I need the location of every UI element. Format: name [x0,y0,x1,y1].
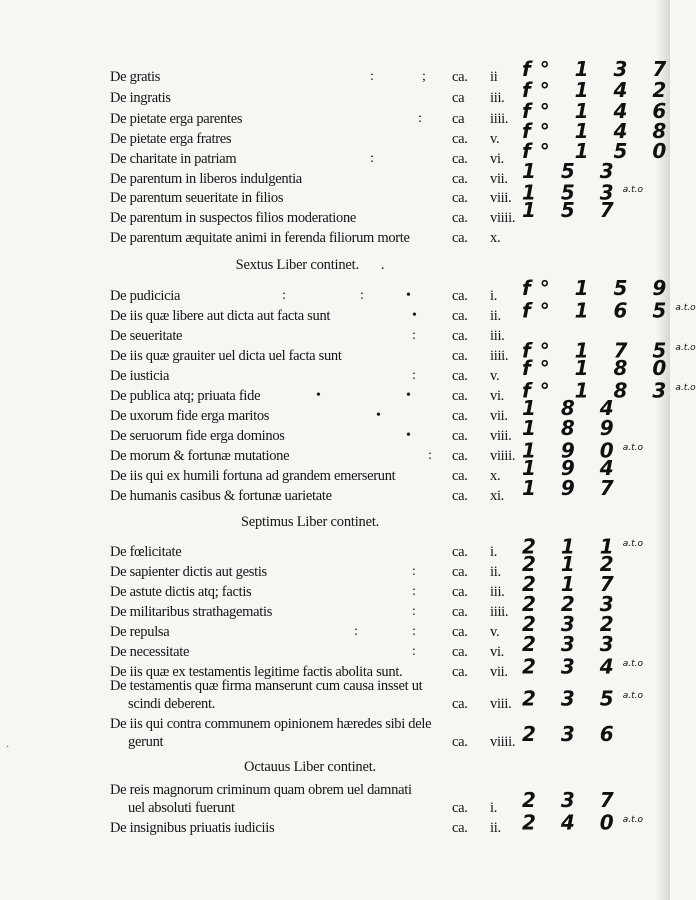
chapter-number: viii. [490,190,512,206]
punctuation-mark: • [406,288,411,303]
handwritten-folio: 2 3 $5^{a.t.o}$ [522,686,643,711]
handwritten-folio: 2 3 6 [522,722,623,746]
entry-title: De gratis [110,69,161,85]
chapter-label: ca. [452,171,468,187]
punctuation-mark: : [354,624,358,639]
handwritten-tag: a.t.o [675,343,696,353]
punctuation-mark: : [412,584,416,599]
chapter-number: xi. [490,488,505,504]
chapter-number: v. [490,368,500,384]
handwritten-folio: 2 3 7 [522,788,623,812]
entry-title: De seruorum fide erga dominos [110,428,285,444]
punctuation-mark: : [412,328,416,343]
handwritten-folio: 1 9 $0^{a.t.o}$ [522,438,643,463]
chapter-label: ca. [452,644,468,660]
chapter-label: ca [452,90,465,106]
handwritten-folio: f° 1 7 $5^{a.t.o}$ [522,338,696,363]
punctuation-mark: : [412,604,416,619]
entry-title: De parentum æquitate animi in ferenda filiorum morte [110,230,410,246]
entry-title: De sapienter dictis aut gestis [110,564,267,580]
chapter-label: ca. [452,210,468,226]
chapter-label: ca. [452,428,468,444]
punctuation-mark: : [412,644,416,659]
chapter-number: viiii. [490,210,516,226]
chapter-number: vi. [490,388,505,404]
chapter-label: ca. [452,348,468,364]
chapter-label: ca. [452,69,468,85]
book-heading: Septimus Liber continet. [240,514,380,530]
handwritten-folio: f° 1 4 8 [522,119,676,143]
handwritten-folio: 2 1 7 [522,572,623,596]
entry-title: De iusticia [110,368,170,384]
chapter-label: ca. [452,328,468,344]
book-heading: Octauus Liber continet. [244,759,376,775]
handwritten-folio: f° 1 5 0 [522,139,676,163]
punctuation-mark: • [406,388,411,403]
chapter-number: iii. [490,328,505,344]
punctuation-mark: : [412,368,416,383]
entry-title: De pudicicia [110,288,181,304]
handwritten-tag: a.t.o [675,303,696,313]
handwritten-folio: f° 1 4 6 [522,99,676,123]
chapter-number: vii. [490,408,508,424]
handwritten-tag: a.t.o [622,659,643,669]
handwritten-folio: f° 1 5 9 [522,276,676,300]
chapter-number: i. [490,544,498,560]
entry-title: De iis quæ libere aut dicta aut facta sunt [110,308,331,324]
handwritten-folio: f° 1 8 $3^{a.t.o}$ [522,378,696,403]
handwritten-folio: f° 1 4 2 [522,78,676,102]
chapter-label: ca. [452,468,468,484]
punctuation-mark: • [412,308,417,323]
chapter-label: ca. [452,800,468,816]
entry-title: De publica atq; priuata fide [110,388,261,404]
entry-title: De necessitate [110,644,190,660]
punctuation-mark: • [406,428,411,443]
chapter-label: ca. [452,131,468,147]
entry-title: De parentum seueritate in filios [110,190,284,206]
chapter-label: ca [452,111,465,127]
entry-title: De reis magnorum criminum quam obrem uel damnati [110,782,412,798]
chapter-number: vii. [490,171,508,187]
chapter-label: ca. [452,604,468,620]
entry-title: De humanis casibus & fortunæ uarietate [110,488,332,504]
entry-title: De pietate erga parentes [110,111,243,127]
entry-title: De fœlicitate [110,544,182,560]
chapter-number: x. [490,468,501,484]
entry-title: De repulsa [110,624,170,640]
entry-title-continuation: uel absoluti fuerunt [128,800,235,816]
handwritten-tag: a.t.o [622,815,643,825]
handwritten-folio: 1 8 9 [522,416,623,440]
entry-title: De charitate in patriam [110,151,237,167]
punctuation-mark: : [370,151,374,166]
chapter-label: ca. [452,151,468,167]
handwritten-folio: f° 1 8 0 [522,356,676,380]
entry-title: De testamentis quæ firma manserunt cum causa insset ut [110,678,423,694]
handwritten-tag: a.t.o [622,691,643,701]
chapter-label: ca. [452,190,468,206]
chapter-label: ca. [452,544,468,560]
chapter-label: ca. [452,368,468,384]
chapter-number: viii. [490,696,512,712]
handwritten-folio: 1 9 4 [522,456,623,480]
handwritten-folio: 1 8 4 [522,396,623,420]
punctuation-mark: : [282,288,286,303]
chapter-label: ca. [452,448,468,464]
handwritten-folio: 2 1 $1^{a.t.o}$ [522,534,643,559]
punctuation-mark: ; [422,69,426,84]
punctuation-mark: • [376,408,381,423]
handwritten-tag: a.t.o [622,185,643,195]
handwritten-folio: 2 2 3 [522,592,623,616]
handwritten-folio: 2 3 $4^{a.t.o}$ [522,654,643,679]
handwritten-folio: 1 5 7 [522,198,623,222]
chapter-number: iiii. [490,111,509,127]
handwritten-folio: 2 1 2 [522,552,623,576]
entry-title-continuation: gerunt [128,734,164,750]
chapter-label: ca. [452,288,468,304]
chapter-number: i. [490,288,498,304]
punctuation-mark: : [418,111,422,126]
handwritten-folio: f° 1 6 $5^{a.t.o}$ [522,298,696,323]
chapter-number: iii. [490,90,505,106]
entry-title: De militaribus strathagematis [110,604,273,620]
handwritten-tag: a.t.o [675,383,696,393]
entry-title: De iis quæ grauiter uel dicta uel facta sunt [110,348,342,364]
chapter-number: ii. [490,820,501,836]
handwritten-tag: a.t.o [622,443,643,453]
margin-speck: · [6,742,10,753]
chapter-number: iiii. [490,348,509,364]
chapter-label: ca. [452,388,468,404]
entry-title: De astute dictis atq; factis [110,584,252,600]
book-heading: Sextus Liber continet. . [235,257,385,273]
chapter-number: v. [490,624,500,640]
handwritten-folio: 2 3 2 [522,612,623,636]
handwritten-folio: 1 5 $3^{a.t.o}$ [522,180,643,205]
chapter-number: ii. [490,308,501,324]
chapter-label: ca. [452,584,468,600]
chapter-label: ca. [452,820,468,836]
punctuation-mark: : [370,69,374,84]
handwritten-folio: f° 1 3 7 [522,57,676,81]
handwritten-tag: a.t.o [622,539,643,549]
chapter-number: viii. [490,428,512,444]
punctuation-mark: : [360,288,364,303]
chapter-label: ca. [452,624,468,640]
chapter-number: vi. [490,644,505,660]
chapter-number: x. [490,230,501,246]
punctuation-mark: : [412,564,416,579]
entry-title: De pietate erga fratres [110,131,232,147]
chapter-label: ca. [452,308,468,324]
chapter-number: iii. [490,584,505,600]
entry-title: De ingratis [110,90,171,106]
chapter-label: ca. [452,230,468,246]
chapter-number: i. [490,800,498,816]
entry-title: De seueritate [110,328,183,344]
handwritten-folio: 2 3 3 [522,632,623,656]
entry-title: De insignibus priuatis iudiciis [110,820,275,836]
chapter-number: v. [490,131,500,147]
handwritten-folio: 2 4 $0^{a.t.o}$ [522,810,643,835]
chapter-label: ca. [452,734,468,750]
entry-title-continuation: scindi deberent. [128,696,216,712]
chapter-number: vii. [490,664,508,680]
entry-title: De parentum in suspectos filios moderatione [110,210,357,226]
entry-title: De iis qui contra communem opinionem hæredes sibi dele [110,716,432,732]
chapter-label: ca. [452,564,468,580]
chapter-number: vi. [490,151,505,167]
chapter-label: ca. [452,696,468,712]
handwritten-folio: 1 9 7 [522,476,623,500]
chapter-label: ca. [452,408,468,424]
entry-title: De parentum in liberos indulgentia [110,171,302,187]
punctuation-mark: • [316,388,321,403]
chapter-label: ca. [452,664,468,680]
chapter-number: ii. [490,564,501,580]
punctuation-mark: : [428,448,432,463]
entry-title: De iis qui ex humili fortuna ad grandem emerserunt [110,468,396,484]
handwritten-folio: 1 5 3 [522,159,623,183]
entry-title: De morum & fortunæ mutatione [110,448,290,464]
entry-title: De iis quæ ex testamentis legitime factis abolita sunt. [110,664,403,680]
chapter-number: viiii. [490,734,516,750]
chapter-number: ii [490,69,498,85]
entry-title: De uxorum fide erga maritos [110,408,270,424]
chapter-label: ca. [452,488,468,504]
punctuation-mark: : [412,624,416,639]
chapter-number: viiii. [490,448,516,464]
chapter-number: iiii. [490,604,509,620]
